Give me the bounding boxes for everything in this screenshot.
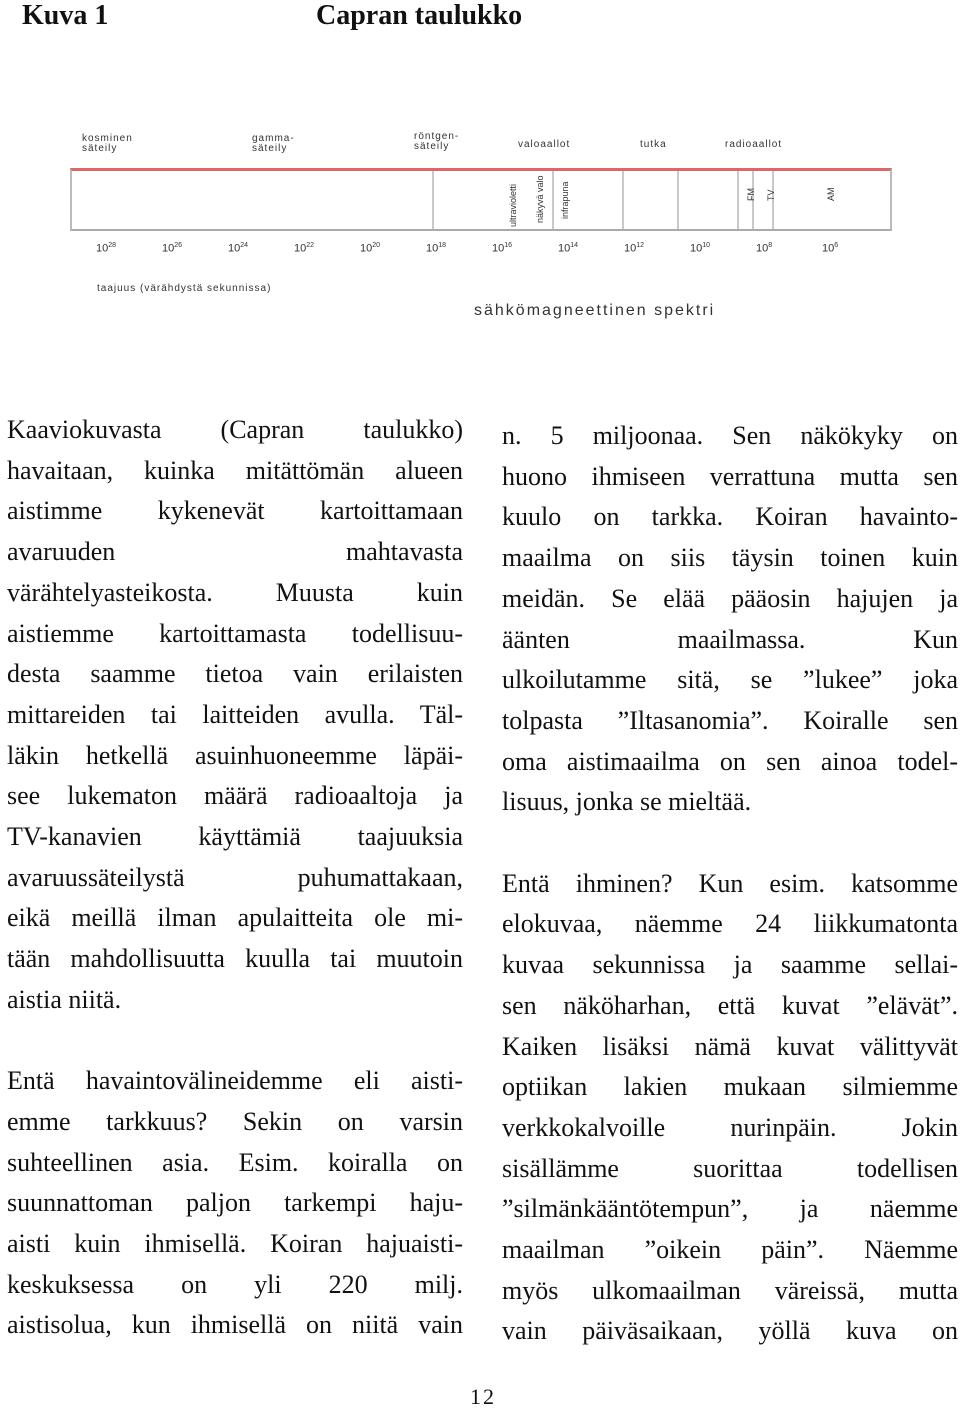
spectrum-label: ultravioletti (508, 183, 518, 227)
text-line: Entä havaintovälineidemme eli aisti- (7, 1066, 463, 1096)
spectrum-label: AM (826, 187, 836, 201)
text-line: optiikan lakien mukaan silmiemme (502, 1072, 958, 1102)
tick-base: 10 (756, 242, 769, 255)
tick-exponent: 22 (306, 242, 315, 249)
tick-base: 10 (624, 242, 637, 255)
band-divider (737, 171, 739, 229)
band-label-line: gamma- (252, 133, 295, 144)
tick-exponent: 10 (702, 242, 711, 249)
band-label-line: kosminen (82, 133, 133, 144)
tick-exponent: 14 (570, 242, 579, 249)
figure-label: Kuva 1 (22, 0, 109, 31)
text-line: kuvaa sekunnissa ja saamme sellai- (502, 950, 958, 980)
text-line (502, 823, 958, 864)
frequency-tick (822, 242, 838, 255)
frequency-tick (360, 242, 380, 255)
band-divider (432, 171, 434, 229)
tick-base: 10 (822, 242, 835, 255)
text-line: elokuvaa, näemme 24 liikkumatonta (502, 909, 958, 939)
text-line: Kaaviokuvasta (Capran taulukko) (7, 415, 463, 444)
tick-exponent: 18 (438, 242, 447, 249)
text-line: värähtelyasteikosta. Muusta kuin (7, 577, 463, 607)
text-line: ulkoilutamme sitä, se ”lukee” joka (502, 665, 958, 695)
text-line: Entä ihminen? Kun esim. katsomme (502, 868, 958, 898)
band-divider (677, 171, 679, 229)
band-label-line: säteily (82, 143, 118, 154)
text-line: n. 5 miljoonaa. Sen näkökyky on (502, 421, 958, 450)
tick-base: 10 (360, 242, 373, 255)
frequency-tick (294, 242, 314, 255)
text-line: TV-kanavien käyttämiä taajuuksia (7, 822, 463, 852)
tick-base: 10 (690, 242, 703, 255)
text-line: aistisolua, kun ihmisellä on niitä vain (7, 1310, 463, 1340)
text-line: aistimme kykenevät kartoittamaan (7, 496, 463, 526)
tick-exponent: 12 (636, 242, 645, 249)
figure-title: Capran taulukko (316, 0, 523, 31)
band-radio (725, 140, 782, 150)
band-label-line: röntgen- (414, 131, 460, 142)
text-line: see lukematon määrä radioaaltoja ja (7, 781, 463, 811)
text-line: kuulo on tarkka. Koiran havainto- (502, 502, 958, 532)
frequency-tick (558, 242, 578, 255)
text-line: oma aistimaailma on sen ainoa todel- (502, 746, 958, 776)
text-line: emme tarkkuus? Sekin on varsin (7, 1106, 463, 1136)
band-divider (622, 171, 624, 229)
text-line: aistiemme kartoittamasta todellisuu- (7, 618, 463, 648)
tick-base: 10 (558, 242, 571, 255)
tick-base: 10 (162, 242, 175, 255)
band-light (518, 140, 570, 150)
tick-exponent: 28 (108, 242, 117, 249)
tick-exponent: 20 (372, 242, 381, 249)
tick-exponent: 16 (504, 242, 513, 249)
text-line: maailman ”oikein päin”. Näemme (502, 1235, 958, 1265)
frequency-tick (690, 242, 710, 255)
band-label-line: tutka (640, 139, 667, 150)
spectrum-label: FM (746, 188, 756, 201)
tick-exponent: 6 (834, 242, 839, 249)
tick-base: 10 (228, 242, 241, 255)
band-xray (414, 132, 459, 152)
text-line: maailma on siis täysin toinen kuin (502, 543, 958, 573)
text-line: avaruuden mahtavasta (7, 537, 463, 567)
text-line: havaitaan, kuinka mitättömän alueen (7, 455, 463, 485)
text-line: sen näköharhan, että kuvat ”elävät”. (502, 990, 958, 1020)
frequency-tick (756, 242, 772, 255)
text-line: verkkokalvoille nurinpäin. Jokin (502, 1112, 958, 1142)
band-divider (552, 171, 554, 229)
text-line: lisuus, jonka se mieltää. (502, 787, 752, 817)
frequency-tick (426, 242, 446, 255)
spectrum-label: TV (766, 189, 776, 201)
text-line: keskuksessa on yli 220 milj. (7, 1269, 463, 1299)
frequency-ticks (96, 242, 856, 258)
frequency-axis-label: taajuus (värähdystä sekunnissa) (97, 283, 272, 294)
text-line: läkin hetkellä asuinhuoneemme läpäi- (7, 740, 463, 770)
text-line: aistia niitä. (7, 984, 122, 1014)
text-line: desta saamme tietoa vain erilaisten (7, 659, 463, 689)
text-line: tolpasta ”Iltasanomia”. Koiralle sen (502, 705, 958, 735)
text-line: avaruussäteilystä puhumattakaan, (7, 862, 463, 892)
frequency-tick (624, 242, 644, 255)
text-line: huono ihmiseen verrattuna mutta sen (502, 461, 958, 491)
band-label-line: valoaallot (518, 139, 571, 150)
spectrum-label: infrapuna (560, 181, 570, 219)
band-radar (640, 140, 667, 150)
frequency-tick (228, 242, 248, 255)
spectrum-bar (70, 168, 892, 231)
text-line: myös ulkomaailman väreissä, mutta (502, 1275, 958, 1305)
text-line: Kaiken lisäksi nämä kuvat välittyvät (502, 1031, 958, 1061)
spectrum-figure (0, 120, 960, 330)
text-line: mittareiden tai laitteiden avulla. Täl- (7, 699, 463, 729)
text-line: suunnattoman paljon tarkempi haju- (7, 1188, 463, 1218)
text-line: ”silmänkääntötempun”, ja näemme (502, 1194, 958, 1224)
spectrum-label: näkyvä valo (535, 175, 545, 223)
tick-base: 10 (294, 242, 307, 255)
left-column (7, 410, 463, 1346)
text-line: suhteellinen asia. Esim. koiralla on (7, 1147, 463, 1177)
spectrum-title: sähkömagneettinen spektri (474, 302, 716, 319)
frequency-tick (162, 242, 182, 255)
page-header (0, 0, 960, 40)
tick-exponent: 24 (240, 242, 249, 249)
text-line: eikä meillä ilman apulaitteita ole mi- (7, 903, 463, 933)
tick-exponent: 26 (174, 242, 183, 249)
band-gamma (252, 134, 295, 154)
band-label-line: säteily (252, 143, 288, 154)
text-line (7, 1021, 463, 1062)
text-line: aisti kuin ihmisellä. Koiran hajuaisti- (7, 1229, 463, 1259)
text-line: meidän. Se elää pääosin hajujen ja (502, 583, 958, 613)
band-cosmic (82, 134, 133, 154)
band-label-line: säteily (414, 141, 450, 152)
band-label-line: radioaallot (725, 139, 783, 150)
text-line: tään mahdollisuutta kuulla tai muutoin (7, 944, 463, 974)
frequency-tick (96, 242, 116, 255)
text-line: sisällämme suorittaa todellisen (502, 1153, 958, 1183)
frequency-tick (492, 242, 512, 255)
right-column (502, 416, 958, 1352)
text-line: vain päiväsaikaan, yöllä kuva on (502, 1316, 958, 1346)
text-line: äänten maailmassa. Kun (502, 624, 958, 654)
page-number: 12 (470, 1384, 496, 1409)
tick-exponent: 8 (768, 242, 773, 249)
tick-base: 10 (96, 242, 109, 255)
tick-base: 10 (426, 242, 439, 255)
tick-base: 10 (492, 242, 505, 255)
